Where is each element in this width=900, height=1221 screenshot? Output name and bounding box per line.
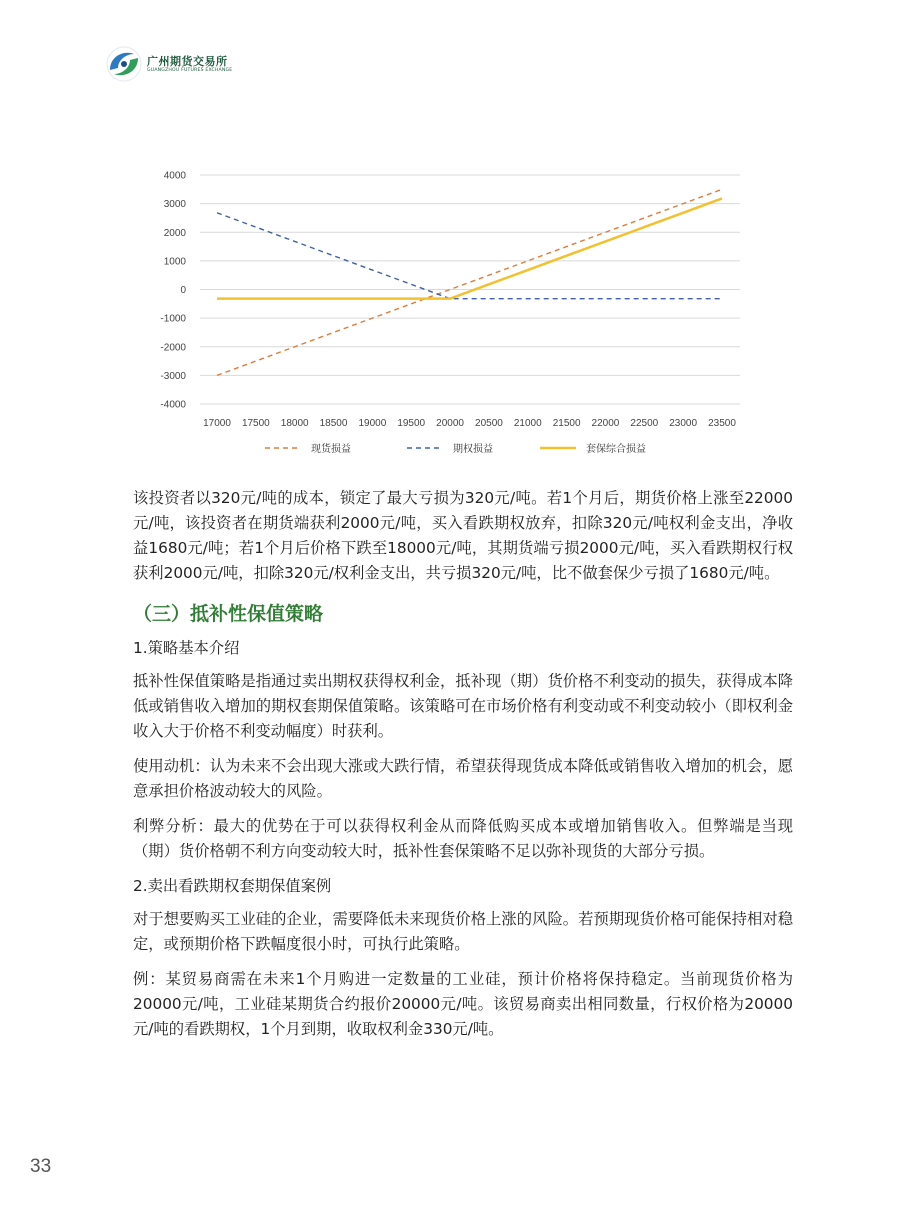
x-tick-label: 18500 (319, 418, 348, 429)
logo-chinese-name: 广州期货交易所 (147, 55, 228, 68)
series-line (217, 198, 722, 298)
x-tick-label: 22000 (591, 418, 620, 429)
legend-label: 期权损益 (453, 444, 493, 455)
x-tick-label: 17500 (241, 418, 270, 429)
x-tick-label: 17000 (203, 418, 231, 429)
y-tick-label: 1000 (163, 256, 186, 268)
y-tick-label: -2000 (160, 342, 186, 354)
profit-loss-chart (150, 160, 760, 470)
page-number: 33 (30, 1156, 52, 1177)
y-tick-label: -1000 (160, 313, 186, 325)
paragraph-motivation: 使用动机：认为未来不会出现大涨或大跌行情，希望获得现货成本降低或销售收入增加的机会，愿意承担价格波动较大的风险。 (133, 757, 793, 800)
x-tick-label: 21000 (513, 418, 542, 429)
page-body (133, 486, 793, 1052)
subheading-basic-intro: 1.策略基本介绍 (133, 639, 240, 657)
logo-emblem-icon (104, 44, 144, 84)
subheading-case: 2.卖出看跌期权套期保值案例 (133, 877, 332, 895)
paragraph-pros-cons: 利弊分析：最大的优势在于可以获得权利金从而降低购买成本或增加销售收入。但弊端是当现（期）货价格朝不利方向变动较大时，抵补性套保策略不足以弥补现货的大部分亏损。 (133, 817, 793, 860)
x-tick-label: 23500 (708, 418, 736, 429)
paragraph-case-example: 例：某贸易商需在未来1个月购进一定数量的工业硅，预计价格将保持稳定。当前现货价格为20000元/吨，工业硅某期货合约报价20000元/吨。该贸易商卖出相同数量，行权价格为20000元/吨的看跌期权，1个月到期，收取权利金330元/吨。 (133, 970, 793, 1038)
y-tick-label: -3000 (160, 370, 186, 382)
exchange-logo (104, 44, 254, 86)
x-tick-label: 21500 (552, 418, 581, 429)
x-tick-label: 20500 (475, 418, 503, 429)
y-tick-label: -4000 (160, 399, 186, 411)
paragraph-case-context: 对于想要购买工业硅的企业，需要降低未来现货价格上涨的风险。若预期现货价格可能保持相对稳定，或预期价格下跌幅度很小时，可执行此策略。 (133, 910, 793, 953)
y-tick-label: 2000 (163, 227, 186, 239)
x-tick-label: 18000 (280, 418, 309, 429)
x-tick-label: 22500 (630, 418, 659, 429)
series-line (217, 189, 722, 375)
y-tick-label: 4000 (163, 170, 186, 182)
y-tick-label: 0 (180, 285, 186, 296)
x-tick-label: 19000 (358, 418, 387, 429)
legend-label: 套保综合损益 (586, 444, 646, 455)
y-tick-label: 3000 (163, 199, 186, 211)
legend-label: 现货损益 (311, 444, 351, 455)
section-heading: （三）抵补性保值策略 (133, 603, 324, 625)
paragraph-summary: 该投资者以320元/吨的成本，锁定了最大亏损为320元/吨。若1个月后，期货价格上涨至22000元/吨，该投资者在期货端获利2000元/吨，买入看跌期权放弃，扣除320元/吨权利金支出，净收益1680元/吨；若1个月后价格下跌至18000元/吨，其期货端亏损2000元/吨，买入看跌期权行权获利2000元/吨，扣除320元/权利金支出，共亏损320元/吨，比不做套保少亏损了1680元/吨。 (133, 489, 793, 582)
logo-english-name: GUANGZHOU FUTURES EXCHANGE (147, 68, 233, 73)
x-tick-label: 20000 (436, 418, 464, 429)
paragraph-strategy-definition: 抵补性保值策略是指通过卖出期权获得权利金，抵补现（期）货价格不利变动的损失，获得成本降低或销售收入增加的期权套期保值策略。该策略可在市场价格有利变动或不利变动较小（即权利金收入大于价格不利变动幅度）时获利。 (133, 672, 793, 740)
chart-svg (150, 160, 760, 470)
x-tick-label: 19500 (397, 418, 426, 429)
x-tick-label: 23000 (669, 418, 698, 429)
